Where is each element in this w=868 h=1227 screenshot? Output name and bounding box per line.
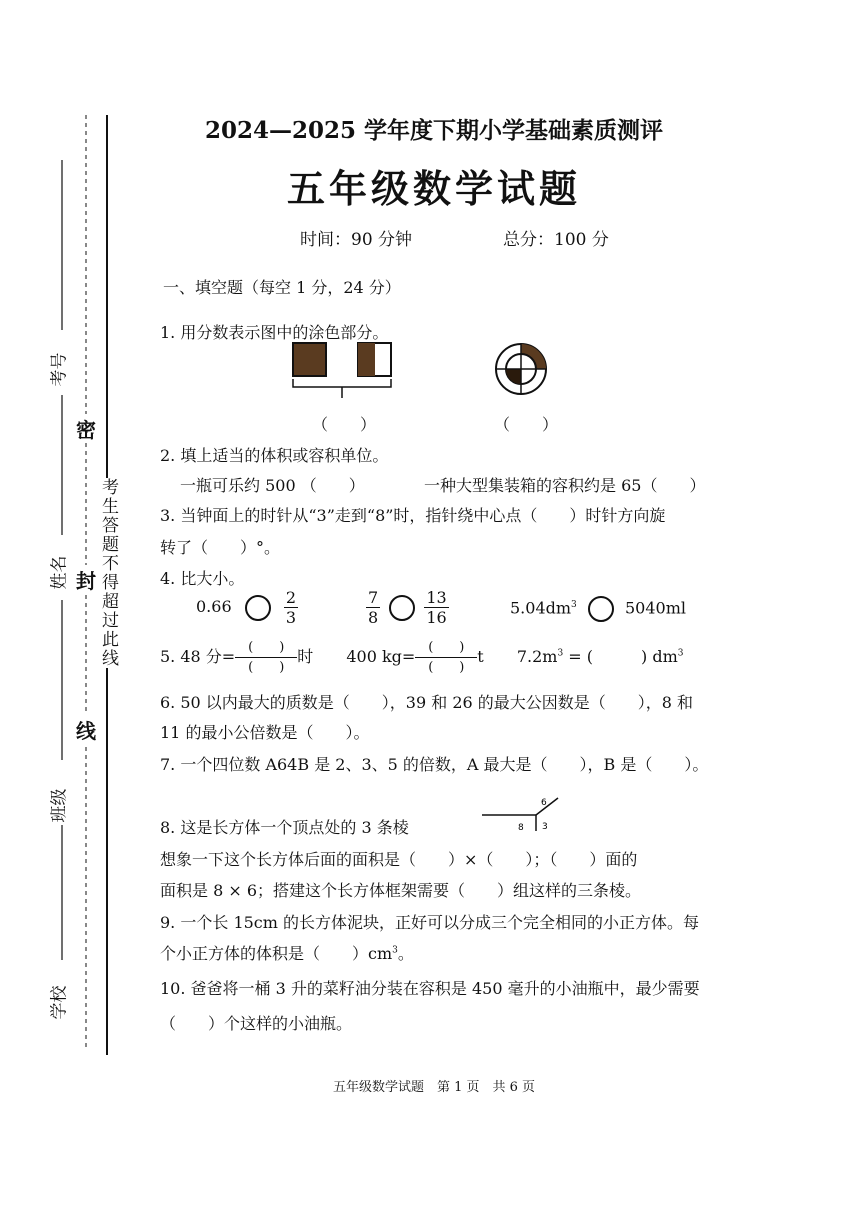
question-8-line-1: 8. 这是长方体一个顶点处的 3 条棱 [160, 818, 409, 837]
question-5: 5. 48 分= $\frac{( )}{( )}$ 时 400 kg= $\frac{( )}{( )}$ t $7.2m^3$ = ( ) $dm^3$ [160, 640, 684, 675]
q5-fraction-a[interactable]: $\frac{( )}{( )}$ [235, 638, 297, 677]
brace [293, 379, 391, 398]
compare-b-fraction-left: $\frac{7}{8}$ [368, 588, 379, 627]
exam-number-label: 考号 [49, 352, 70, 387]
cuboid-edges-figure [478, 795, 568, 835]
question-6-line-1: 6. 50 以内最大的质数是（ ），39 和 26 的最大公因数是（ ），8 和 [160, 693, 694, 712]
question-2-text: 2. 填上适当的体积或容积单位。 [160, 446, 389, 465]
seal-char-xian: 线 [76, 715, 96, 744]
question-10-line-1: 10. 爸爸将一桶 3 升的菜籽油分装在容积是 450 毫升的小油瓶中，最少需要 [160, 979, 700, 998]
question-6-line-2: 11 的最小公倍数是（ ）。 [160, 723, 370, 742]
question-2-part-b: 一种大型集装箱的容积约是 65（ ） [424, 476, 706, 495]
question-1-text: 1. 用分数表示图中的涂色部分。 [160, 323, 389, 342]
seal-char-feng: 封 [76, 565, 96, 594]
time-label: 时间：90 分钟 [300, 230, 413, 250]
exam-title: 五年级数学试题 [286, 166, 581, 211]
seal-char-mi: 密 [76, 414, 96, 443]
name-label: 姓名 [49, 555, 70, 590]
school-label: 学校 [49, 985, 70, 1020]
score-label: 总分：100 分 [503, 230, 609, 250]
section-heading: 一、填空题（每空 1 分，24 分） [163, 278, 401, 297]
question-10-line-2: （ ）个这样的小油瓶。 [160, 1014, 353, 1033]
edge-8-label: 8 [518, 823, 524, 833]
class-label: 班级 [49, 788, 70, 823]
compare-c: $5.04dm^3$ 5040ml [510, 596, 686, 622]
question-1-blank-b[interactable]: （ ） [494, 415, 559, 434]
school-year-heading: 2024—2025 学年度下期小学基础素质测评 [204, 117, 664, 144]
compare-a-fraction: $\frac{2}{3}$ [285, 588, 296, 627]
compare-c-circle[interactable] [588, 596, 614, 622]
question-3-line-2: 转了（ ）°。 [160, 538, 281, 557]
page-footer: 五年级数学试题 第 1 页 共 6 页 [332, 1080, 536, 1095]
question-3-line-1: 3. 当钟面上的时针从“3”走到“8”时，指针绕中心点（ ）时针方向旋 [160, 506, 666, 525]
edge-6-label: 6 [541, 798, 547, 808]
compare-b-fraction-right: $\frac{13}{16}$ [426, 588, 447, 627]
question-9-line-1: 9. 一个长 15cm 的长方体泥块，正好可以分成三个完全相同的小正方体。每 [160, 913, 700, 932]
compare-a-left: 0.66 [196, 597, 232, 616]
compare-c-left: 5.04dm [510, 598, 572, 618]
question-8-line-3: 面积是 8 × 6；搭建这个长方体框架需要（ ）组这样的三条棱。 [160, 881, 642, 900]
compare-c-right: 5040ml [624, 598, 686, 618]
question-7-text: 7. 一个四位数 A64B 是 2、3、5 的倍数，A 最大是（ ），B 是（ ）。 [160, 755, 709, 774]
compare-b [366, 588, 449, 627]
compare-a-circle[interactable] [245, 595, 271, 621]
compare-a [196, 588, 298, 627]
question-2-part-a: 一瓶可乐约 500 （ ） [180, 476, 365, 495]
question-1-figures [285, 335, 575, 415]
shaded-square [293, 343, 326, 376]
question-9-line-2: 个小正方体的体积是（ ）$cm^3$。 [160, 944, 414, 963]
question-1-blank-a[interactable]: （ ） [312, 415, 377, 434]
binding-notice: 考生答题不得超过此线 [96, 478, 121, 668]
question-4-text: 4. 比大小。 [160, 569, 245, 588]
compare-b-circle[interactable] [389, 595, 415, 621]
q5-fraction-b[interactable]: $\frac{( )}{( )}$ [415, 638, 477, 677]
edge-3-label: 3 [542, 822, 548, 832]
question-8-line-2: 想象一下这个长方体后面的面积是（ ）×（ ）；（ ）面的 [160, 850, 638, 869]
